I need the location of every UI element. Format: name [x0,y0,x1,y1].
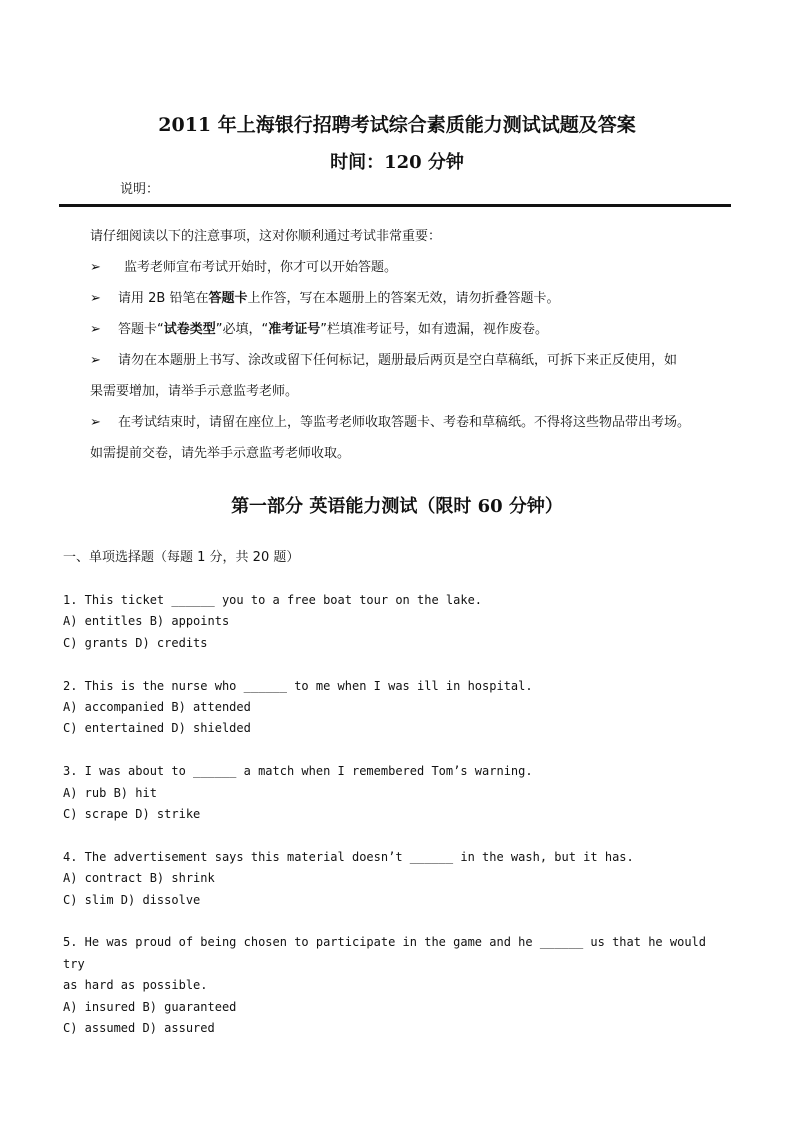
question-stem: 2. This is the nurse who ______ to me when I was ill in hospital. [63,678,533,693]
question-stem: 1. This ticket ______ you to a free boat tour on the lake. [63,593,483,607]
question-list [63,590,733,1061]
bullet-arrow-icon: ➢ [90,260,101,275]
instruction-item-4: ➢ 请勿在本题册上书写、涂改或留下任何标记，题册最后两页是空白草稿纸，可拆下来正反使用，如 果需要增加，请举手示意监考老师。 [90,345,732,407]
bullet-arrow-icon: ➢ [90,291,101,306]
section-title: 第一部分 英语能力测试（限时 60 分钟） [231,496,563,517]
bullet-arrow-icon: ➢ [90,415,101,430]
question-options: C) assumed D) assured [63,1021,215,1036]
note-label: 说明： [120,182,160,197]
question-options: C) scrape D) strike [63,807,201,822]
question-options: A) contract B) shrink [63,871,215,886]
bullet-arrow-icon: ➢ [90,353,101,368]
instructions-block [90,221,732,469]
question-item [63,932,733,1039]
question-options: A) rub B) hit [63,785,157,800]
question-options: A) entitles B) appoints [63,614,230,629]
question-item [63,761,733,825]
divider-rule [59,204,731,207]
question-options: C) entertained D) shielded [63,721,251,736]
instruction-item-2: ➢ 请用 2B 铅笔在答题卡上作答，写在本题册上的答案无效，请勿折叠答题卡。 [90,283,732,314]
section-subtitle: 一、单项选择题（每题 1 分，共 20 题） [63,550,300,565]
question-stem: 3. I was about to ______ a match when I remembered Tom’s warning. [63,764,533,779]
question-stem-continued: as hard as possible. [63,978,208,993]
document-title: 2011 年上海银行招聘考试综合素质能力测试试题及答案 [158,114,636,136]
question-stem: 5. He was proud of being chosen to participate in the game and he ______ us that he would try [63,935,706,971]
question-stem: 4. The advertisement says this material doesn’t ______ in the wash, but it has. [63,849,634,864]
question-options: C) grants D) credits [63,635,208,650]
question-options: A) insured B) guaranteed [63,999,237,1014]
instruction-item-5: ➢ 在考试结束时，请留在座位上，等监考老师收取答题卡、考卷和草稿纸。不得将这些物品带出考场。 如需提前交卷，请先举手示意监考老师收取。 [90,407,732,469]
exam-time: 时间：120 分钟 [330,152,464,173]
question-item [63,590,733,654]
bullet-arrow-icon: ➢ [90,322,101,337]
instructions-intro: 请仔细阅读以下的注意事项，这对你顺利通过考试非常重要： [90,229,442,244]
question-options: C) slim D) dissolve [63,892,201,907]
question-options: A) accompanied B) attended [63,700,251,715]
instruction-item-1: ➢ 监考老师宣布考试开始时，你才可以开始答题。 [90,252,732,283]
question-item [63,676,733,740]
question-item [63,847,733,911]
instruction-item-3: ➢ 答题卡“试卷类型”必填，“准考证号”栏填准考证号，如有遗漏，视作废卷。 [90,314,732,345]
